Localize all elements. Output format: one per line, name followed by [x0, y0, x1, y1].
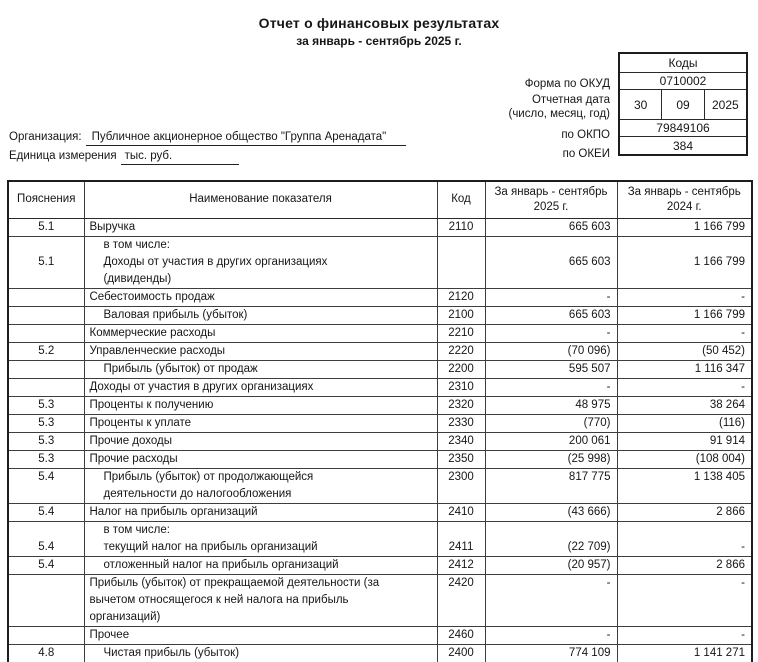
value-2025-cell: - — [485, 288, 617, 306]
indicator-name-line: в том числе: — [103, 523, 170, 536]
report-date-label-line2: (число, месяц, год) — [508, 108, 610, 120]
header-period-2025: За январь - сентябрь 2025 г. — [485, 181, 617, 218]
indicator-name-line: деятельности до налогообложения — [103, 487, 292, 500]
value-2025-cell: 595 507 — [485, 360, 617, 378]
table-row — [8, 414, 752, 432]
value-2025-cell: 774 109 — [485, 644, 617, 662]
indicator-name-line: Доходы от участия в других организациях — [89, 380, 314, 393]
value-2025-cell: (770) — [485, 414, 617, 432]
explanation-cell — [8, 626, 84, 644]
indicator-name-line: Прибыль (убыток) от продолжающейся — [103, 470, 314, 483]
explanation-cell: 5.4 — [8, 556, 84, 574]
code-cell: 2300 — [437, 468, 485, 503]
okpo-value-cell: 79849106 — [620, 120, 746, 137]
codes-header-cell: Коды — [620, 54, 746, 73]
value-2025-cell: (43 666) — [485, 503, 617, 521]
explanation-cell — [8, 324, 84, 342]
codes-box — [618, 52, 748, 156]
explanation-cell: 5.3 — [8, 396, 84, 414]
indicator-name-line: Валовая прибыль (убыток) — [103, 308, 248, 321]
explanation-cell: 5.1 — [8, 218, 84, 236]
explanation-cell — [8, 378, 84, 396]
value-2025-cell: - — [485, 378, 617, 396]
value-2024-cell: 2 866 — [617, 503, 752, 521]
table-row — [8, 503, 752, 521]
code-cell: 2411 — [437, 521, 485, 556]
indicator-name-line: Доходы от участия в других организациях — [103, 255, 328, 268]
indicator-name-cell — [84, 574, 437, 626]
date-month-cell: 09 — [661, 90, 703, 119]
date-year-cell: 2025 — [704, 90, 746, 119]
report-period: за январь - сентябрь 2025 г. — [296, 34, 462, 48]
value-2024-cell: 1 166 799 — [617, 236, 752, 288]
table-row — [8, 324, 752, 342]
table-row — [8, 644, 752, 662]
value-2024-cell: 1 116 347 — [617, 360, 752, 378]
table-row — [8, 432, 752, 450]
value-2025-cell: (20 957) — [485, 556, 617, 574]
indicator-name-cell — [84, 644, 437, 662]
table-row — [8, 306, 752, 324]
table-row — [8, 468, 752, 503]
header-indicator-name: Наименование показателя — [84, 181, 437, 218]
report-date-label-line1: Отчетная дата — [531, 94, 610, 106]
value-2025-cell: 200 061 — [485, 432, 617, 450]
explanation-cell: 5.4 — [8, 521, 84, 556]
code-cell: 2210 — [437, 324, 485, 342]
code-cell: 2110 — [437, 218, 485, 236]
indicator-name-cell — [84, 450, 437, 468]
okei-value-cell: 384 — [672, 138, 694, 153]
indicator-name-cell — [84, 306, 437, 324]
code-cell: 2350 — [437, 450, 485, 468]
indicator-name-line: Прочее — [89, 628, 130, 641]
table-row — [8, 396, 752, 414]
table-header-row — [8, 181, 752, 218]
code-cell: 2400 — [437, 644, 485, 662]
value-2024-cell: 1 141 271 — [617, 644, 752, 662]
indicator-name-cell — [84, 503, 437, 521]
value-2025-cell: 665 603 — [485, 236, 617, 288]
code-cell: 2330 — [437, 414, 485, 432]
code-cell — [437, 236, 485, 288]
table-row — [8, 236, 752, 288]
code-cell: 2120 — [437, 288, 485, 306]
value-2024-cell: 2 866 — [617, 556, 752, 574]
indicator-name-line: организаций) — [89, 610, 161, 623]
indicator-name-line: Налог на прибыль организаций — [89, 505, 258, 518]
indicator-name-cell — [84, 288, 437, 306]
code-cell: 2412 — [437, 556, 485, 574]
value-2025-cell: 817 775 — [485, 468, 617, 503]
value-2024-cell: - — [617, 288, 752, 306]
explanation-cell: 4.8 — [8, 644, 84, 662]
value-2024-cell: (116) — [617, 414, 752, 432]
value-2025-cell: (25 998) — [485, 450, 617, 468]
table-row — [8, 218, 752, 236]
organization-value: Публичное акционерное общество "Группа Аренадата" — [86, 131, 406, 146]
indicator-name-cell — [84, 360, 437, 378]
report-date-label — [508, 93, 610, 121]
code-cell: 2310 — [437, 378, 485, 396]
value-2024-cell: - — [617, 324, 752, 342]
table-row — [8, 521, 752, 556]
report-date-cells — [620, 90, 746, 120]
indicator-name-cell — [84, 236, 437, 288]
okpo-label: по ОКПО — [561, 129, 610, 141]
explanation-cell: 5.3 — [8, 414, 84, 432]
table-row — [8, 288, 752, 306]
okud-label: Форма по ОКУД — [524, 78, 610, 90]
explanation-cell: 5.3 — [8, 450, 84, 468]
table-body — [8, 218, 752, 662]
code-cell: 2200 — [437, 360, 485, 378]
explanation-cell: 5.1 — [8, 236, 84, 288]
value-2024-cell: - — [617, 574, 752, 626]
value-2024-cell: 1 166 799 — [617, 218, 752, 236]
indicator-name-line: Прибыль (убыток) от продаж — [103, 362, 258, 375]
code-cell: 2460 — [437, 626, 485, 644]
table-row — [8, 450, 752, 468]
indicator-name-line: Выручка — [89, 220, 136, 233]
explanation-cell: 5.4 — [8, 468, 84, 503]
indicator-name-line: Чистая прибыль (убыток) — [103, 646, 240, 659]
value-2024-cell: (108 004) — [617, 450, 752, 468]
indicator-name-cell — [84, 378, 437, 396]
value-2025-cell: 48 975 — [485, 396, 617, 414]
code-cell: 2320 — [437, 396, 485, 414]
explanation-cell: 5.4 — [8, 503, 84, 521]
value-2024-cell: - — [617, 378, 752, 396]
indicator-name-cell — [84, 414, 437, 432]
table-row — [8, 342, 752, 360]
value-2025-cell: - — [485, 574, 617, 626]
indicator-name-cell — [84, 556, 437, 574]
indicator-name-line: Проценты к получению — [89, 398, 214, 411]
value-2024-cell: 38 264 — [617, 396, 752, 414]
indicator-name-line: Коммерческие расходы — [89, 326, 216, 339]
unit-label: Единица измерения — [9, 150, 117, 162]
indicator-name-cell — [84, 342, 437, 360]
report-title: Отчет о финансовых результатах — [258, 15, 500, 31]
okud-value-cell: 0710002 — [620, 73, 746, 90]
code-cell: 2100 — [437, 306, 485, 324]
explanation-cell: 5.3 — [8, 432, 84, 450]
indicator-name-line: вычетом относящегося к ней налога на прибыль — [89, 593, 349, 606]
indicator-name-cell — [84, 432, 437, 450]
code-cell: 2420 — [437, 574, 485, 626]
value-2025-cell: 665 603 — [485, 306, 617, 324]
indicator-name-cell — [84, 521, 437, 556]
indicator-name-cell — [84, 396, 437, 414]
value-2025-cell: (22 709) — [485, 521, 617, 556]
value-2024-cell: 1 166 799 — [617, 306, 752, 324]
header-code: Код — [437, 181, 485, 218]
indicator-name-line: (дивиденды) — [103, 272, 172, 285]
explanation-cell: 5.2 — [8, 342, 84, 360]
table-row — [8, 626, 752, 644]
indicator-name-line: Проценты к уплате — [89, 416, 192, 429]
value-2025-cell: - — [485, 324, 617, 342]
value-2024-cell: 91 914 — [617, 432, 752, 450]
indicator-name-line: текущий налог на прибыль организаций — [103, 540, 318, 553]
indicator-name-line: Прочие расходы — [89, 452, 178, 465]
indicator-name-cell — [84, 468, 437, 503]
indicator-name-cell — [84, 626, 437, 644]
table-row — [8, 378, 752, 396]
indicator-name-cell — [84, 218, 437, 236]
organization-label: Организация: — [9, 131, 82, 143]
indicator-name-line: в том числе: — [103, 238, 170, 251]
header-period-2024: За январь - сентябрь 2024 г. — [617, 181, 752, 218]
value-2024-cell: 1 138 405 — [617, 468, 752, 503]
unit-value: тыс. руб. — [121, 150, 239, 165]
indicator-name-line: отложенный налог на прибыль организаций — [103, 558, 339, 571]
value-2024-cell: (50 452) — [617, 342, 752, 360]
table-row — [8, 360, 752, 378]
indicator-name-line: Прочие доходы — [89, 434, 173, 447]
value-2025-cell: 665 603 — [485, 218, 617, 236]
okei-label: по ОКЕИ — [562, 148, 610, 160]
indicator-name-line: Себестоимость продаж — [89, 290, 215, 303]
explanation-cell — [8, 574, 84, 626]
value-2025-cell: - — [485, 626, 617, 644]
header-explanations: Пояснения — [8, 181, 84, 218]
code-cell: 2340 — [437, 432, 485, 450]
date-day-cell: 30 — [633, 97, 648, 112]
value-2024-cell: - — [617, 521, 752, 556]
organization-line — [9, 131, 406, 146]
table-row — [8, 574, 752, 626]
explanation-cell — [8, 288, 84, 306]
indicator-name-line: Прибыль (убыток) от прекращаемой деятельности (за — [89, 576, 380, 589]
table-row — [8, 556, 752, 574]
financial-results-table — [7, 180, 753, 662]
explanation-cell — [8, 360, 84, 378]
value-2024-cell: - — [617, 626, 752, 644]
code-cell: 2410 — [437, 503, 485, 521]
indicator-name-cell — [84, 324, 437, 342]
indicator-name-line: Управленческие расходы — [89, 344, 226, 357]
explanation-cell — [8, 306, 84, 324]
code-cell: 2220 — [437, 342, 485, 360]
value-2025-cell: (70 096) — [485, 342, 617, 360]
unit-line — [9, 150, 239, 165]
